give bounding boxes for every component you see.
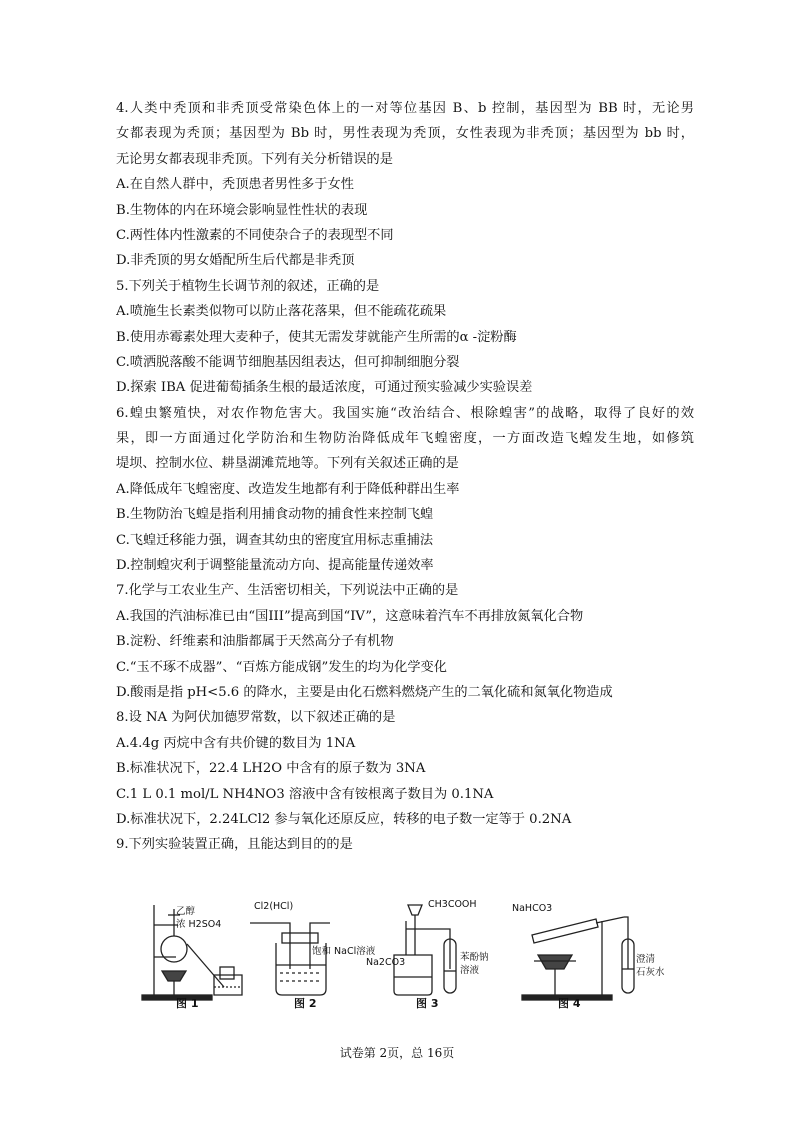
figure-4-caption: 图 4 bbox=[558, 997, 581, 1010]
figure-4-label-sodium-bicarbonate: NaHCO3 bbox=[512, 903, 553, 914]
q4-option-d: D.非秃顶的男女婚配所生后代都是非秃顶 bbox=[116, 253, 355, 269]
q7-option-b: B.淀粉、纤维素和油脂都属于天然高分子有机物 bbox=[116, 634, 394, 650]
q7-stem-line-1: 7.化学与工农业生产、生活密切相关，下列说法中正确的是 bbox=[116, 583, 459, 599]
figure-2 bbox=[250, 899, 376, 1010]
q4-stem-line-1: 4.人类中秃顶和非秃顶受常染色体上的一对等位基因 B、b 控制，基因型为 BB 时，无论男 bbox=[116, 101, 694, 116]
q4-stem-line-3: 无论男女都表现非秃顶。下列有关分析错误的是 bbox=[116, 151, 393, 167]
q7-option-d: D.酸雨是指 pH<5.6 的降水，主要是由化石燃料燃烧产生的二氧化硫和氮氧化物造成 bbox=[116, 684, 613, 700]
q4-stem-line-2: 女都表现为秃顶；基因型为 Bb 时，男性表现为秃顶，女性表现为非秃顶；基因型为 bb 时， bbox=[116, 126, 694, 142]
figure-3-caption: 图 3 bbox=[416, 997, 439, 1010]
q8-option-a: A.4.4g 丙烷中含有共价键的数目为 1NA bbox=[116, 735, 356, 751]
q6-option-d: D.控制蝗灾利于调整能量流动方向、提高能量传递效率 bbox=[116, 558, 434, 574]
figure-1 bbox=[132, 899, 252, 1009]
q8-option-c: C.1 L 0.1 mol/L NH4NO3 溶液中含有铵根离子数目为 0.1NA bbox=[116, 786, 494, 802]
q6-stem-line-1: 6.蝗虫繁殖快，对农作物危害大。我国实施“改治结合、根除蝗害”的战略，取得了良好的效 bbox=[116, 405, 694, 421]
figure-4-label-limewater: 石灰水 bbox=[636, 967, 665, 978]
q6-option-c: C.飞蝗迁移能力强，调查其幼虫的密度宜用标志重捕法 bbox=[116, 532, 434, 548]
figure-3-label-solution: 溶液 bbox=[460, 965, 480, 976]
q6-stem-line-2: 果，即一方面通过化学防治和生物防治降低成年飞蝗密度，一方面改造飞蝗发生地，如修筑 bbox=[116, 431, 694, 447]
q6-option-a: A.降低成年飞蝗密度、改造发生地都有利于降低种群出生率 bbox=[116, 481, 460, 497]
figure-3-label-sodium-carbonate: Na2CO3 bbox=[366, 957, 406, 968]
q5-option-c: C.喷洒脱落酸不能调节细胞基因组表达，但可抑制细胞分裂 bbox=[116, 354, 460, 370]
q5-option-a: A.喷施生长素类似物可以防止落花落果，但不能疏花疏果 bbox=[116, 304, 447, 320]
figure-1-caption: 图 1 bbox=[176, 997, 199, 1010]
apparatus-figures bbox=[132, 899, 665, 1010]
q6-stem-line-3: 堤坝、控制水位、耕垦湖滩荒地等。下列有关叙述正确的是 bbox=[116, 456, 459, 472]
q9-stem-line-1: 9.下列实验装置正确，且能达到目的的是 bbox=[116, 837, 353, 853]
figure-4-label-clear: 澄清 bbox=[636, 954, 656, 965]
figure-4 bbox=[512, 899, 665, 1010]
figure-2-label-solution: 饱和 NaCl溶液 bbox=[312, 946, 376, 957]
q8-stem-line-1: 8.设 NA 为阿伏加德罗常数，以下叙述正确的是 bbox=[116, 710, 396, 726]
q5-option-b: B.使用赤霉素处理大麦种子，使其无需发芽就能产生所需的α -淀粉酶 bbox=[116, 329, 517, 345]
q8-option-b: B.标准状况下，22.4 LH2O 中含有的原子数为 3NA bbox=[116, 761, 426, 777]
figure-3-label-sodium-phenoxide: 苯酚钠 bbox=[460, 952, 489, 963]
q6-option-b: B.生物防治飞蝗是指利用捕食动物的捕食性来控制飞蝗 bbox=[116, 507, 434, 523]
q5-option-d: D.探索 IBA 促进葡萄插条生根的最适浓度，可通过预实验减少实验误差 bbox=[116, 380, 533, 396]
figure-1-label-sulfuric-acid: 浓 H2SO4 bbox=[176, 919, 222, 930]
page-footer: 试卷第 2页，总 16页 bbox=[339, 1046, 455, 1060]
q7-option-c: C.“玉不琢不成器”、“百炼方能成钢”发生的均为化学变化 bbox=[116, 659, 447, 675]
question-content bbox=[116, 96, 694, 858]
figure-1-label-ethanol: 乙醇 bbox=[176, 906, 196, 917]
figure-2-caption: 图 2 bbox=[294, 997, 317, 1010]
q8-option-d: D.标准状况下，2.24LCl2 参与氧化还原反应，转移的电子数一定等于 0.2NA bbox=[116, 811, 572, 827]
q4-option-b: B.生物体的内在环境会影响显性性状的表现 bbox=[116, 202, 368, 218]
figure-3 bbox=[366, 899, 492, 1010]
figure-3-label-acetic-acid: CH3COOH bbox=[428, 899, 477, 910]
q5-stem-line-1: 5.下列关于植物生长调节剂的叙述，正确的是 bbox=[116, 278, 380, 294]
q7-option-a: A.我国的汽油标准已由“国III”提高到国“IV”，这意味着汽车不再排放氮氧化合物 bbox=[116, 608, 584, 624]
q4-option-a: A.在自然人群中，秃顶患者男性多于女性 bbox=[116, 177, 354, 193]
figure-2-label-gas: Cl2(HCl) bbox=[254, 901, 294, 912]
q4-option-c: C.两性体内性激素的不同使杂合子的表现型不同 bbox=[116, 227, 394, 243]
